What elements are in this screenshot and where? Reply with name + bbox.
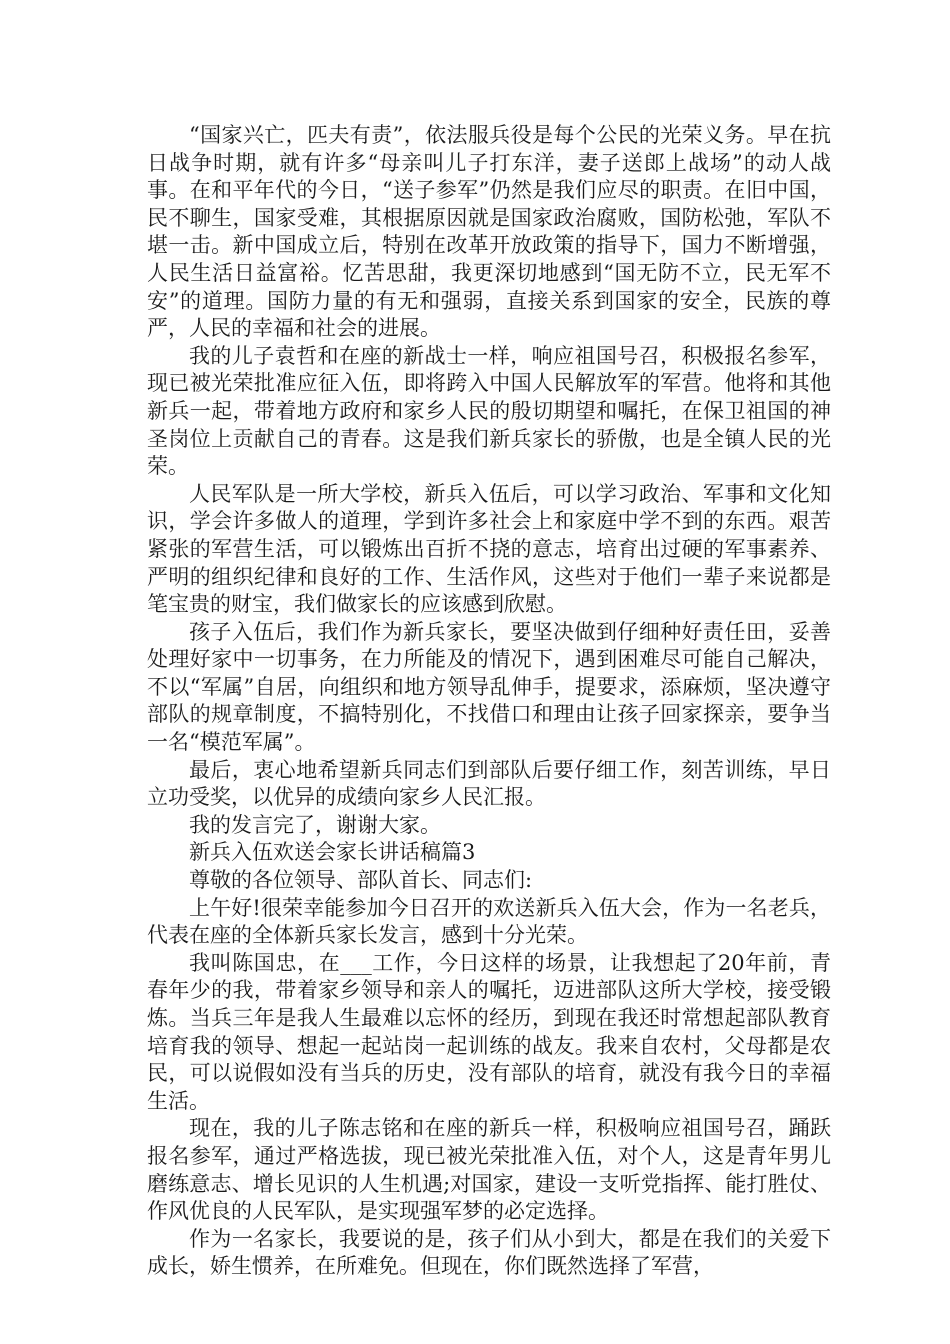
paragraph-national-duty: “国家兴亡，匹夫有责”，依法服兵役是每个公民的光荣义务。早在抗日战争时期，就有许多“母亲叫儿子打东洋，妻子送郎上战场”的动人战事。在和平年代的今日，“送子参军”仍然是我们应尽的职责。在旧中国，民不聊生，国家受难，其根据原因就是国家政治腐败，国防松弛，军队不堪一击。新中国成立后，特别在改革开放政策的指导下，国力不断增强，人民生活日益富裕。忆苦思甜，我更深切地感到“国无防不立，民无军不安”的道理。国防力量的有无和强弱，直接关系到国家的安全，民族的尊严，人民的幸福和社会的进展。 bbox=[147, 123, 831, 341]
paragraph-greeting: 上午好!很荣幸能参加今日召开的欢送新兵入伍大会，作为一名老兵，代表在座的全体新兵家长发言，感到十分光荣。 bbox=[147, 895, 831, 948]
paragraph-self-introduction: 我叫陈国忠，在___工作，今日这样的场景，让我想起了20年前，青春年少的我，带着家乡领导和亲人的嘱托，迈进部队这所大学校，接受锻炼。当兵三年是我人生最难以忘怀的经历，到现在我还时常想起部队教育培育我的领导、想起一起站岗一起训练的战友。我来自农村，父母都是农民，可以说假如没有当兵的历史，没有部队的培育，就没有我今日的幸福生活。 bbox=[147, 950, 831, 1113]
paragraph-thanks: 我的发言完了，谢谢大家。 bbox=[189, 812, 441, 837]
paragraph-army-school: 人民军队是一所大学校，新兵入伍后，可以学习政治、军事和文化知识，学会许多做人的道理，学到许多社会上和家庭中学不到的东西。艰苦紧张的军营生活，可以锻炼出百折不挠的意志，培育出过硬的军事素养、严明的组织纪律和良好的工作、生活作风，这些对于他们一辈子来说都是笔宝贵的财宝，我们做家长的应该感到欣慰。 bbox=[147, 481, 831, 617]
paragraph-salutation: 尊敬的各位领导、部队首长、同志们: bbox=[189, 868, 533, 893]
document-body bbox=[147, 122, 831, 1281]
paragraph-parent-message: 作为一名家长，我要说的是，孩子们从小到大，都是在我们的关爱下成长，娇生惯养，在所难免。但现在，你们既然选择了军营， bbox=[147, 1226, 831, 1279]
paragraph-parent-duties: 孩子入伍后，我们作为新兵家长，要坚决做到仔细种好责任田，妥善处理好家中一切事务，在力所能及的情况下，遇到困难尽可能自己解决，不以“军属”自居，向组织和地方领导乱伸手，提要求，添麻烦，坚决遵守部队的规章制度，不搞特别化，不找借口和理由让孩子回家探亲，要争当一名“模范军属”。 bbox=[147, 619, 831, 755]
paragraph-son-enlists: 我的儿子袁哲和在座的新战士一样，响应祖国号召，积极报名参军，现已被光荣批准应征入伍，即将跨入中国人民解放军的军营。他将和其他新兵一起，带着地方政府和家乡人民的殷切期望和嘱托，在保卫祖国的神圣岗位上贡献自己的青春。这是我们新兵家长的骄傲，也是全镇人民的光荣。 bbox=[147, 343, 831, 479]
section-heading: 新兵入伍欢送会家长讲话稿篇3 bbox=[189, 840, 476, 865]
paragraph-son-chen: 现在，我的儿子陈志铭和在座的新兵一样，积极响应祖国号召，踊跃报名参军，通过严格选拔，现已被光荣批准入伍，对个人，这是青年男儿磨练意志、增长见识的人生机遇;对国家，建设一支听党指挥、能打胜仗、作风优良的人民军队，是实现强军梦的必定选择。 bbox=[147, 1116, 831, 1224]
paragraph-closing-wish: 最后，衷心地希望新兵同志们到部队后要仔细工作，刻苦训练，早日立功受奖，以优异的成绩向家乡人民汇报。 bbox=[147, 757, 831, 810]
